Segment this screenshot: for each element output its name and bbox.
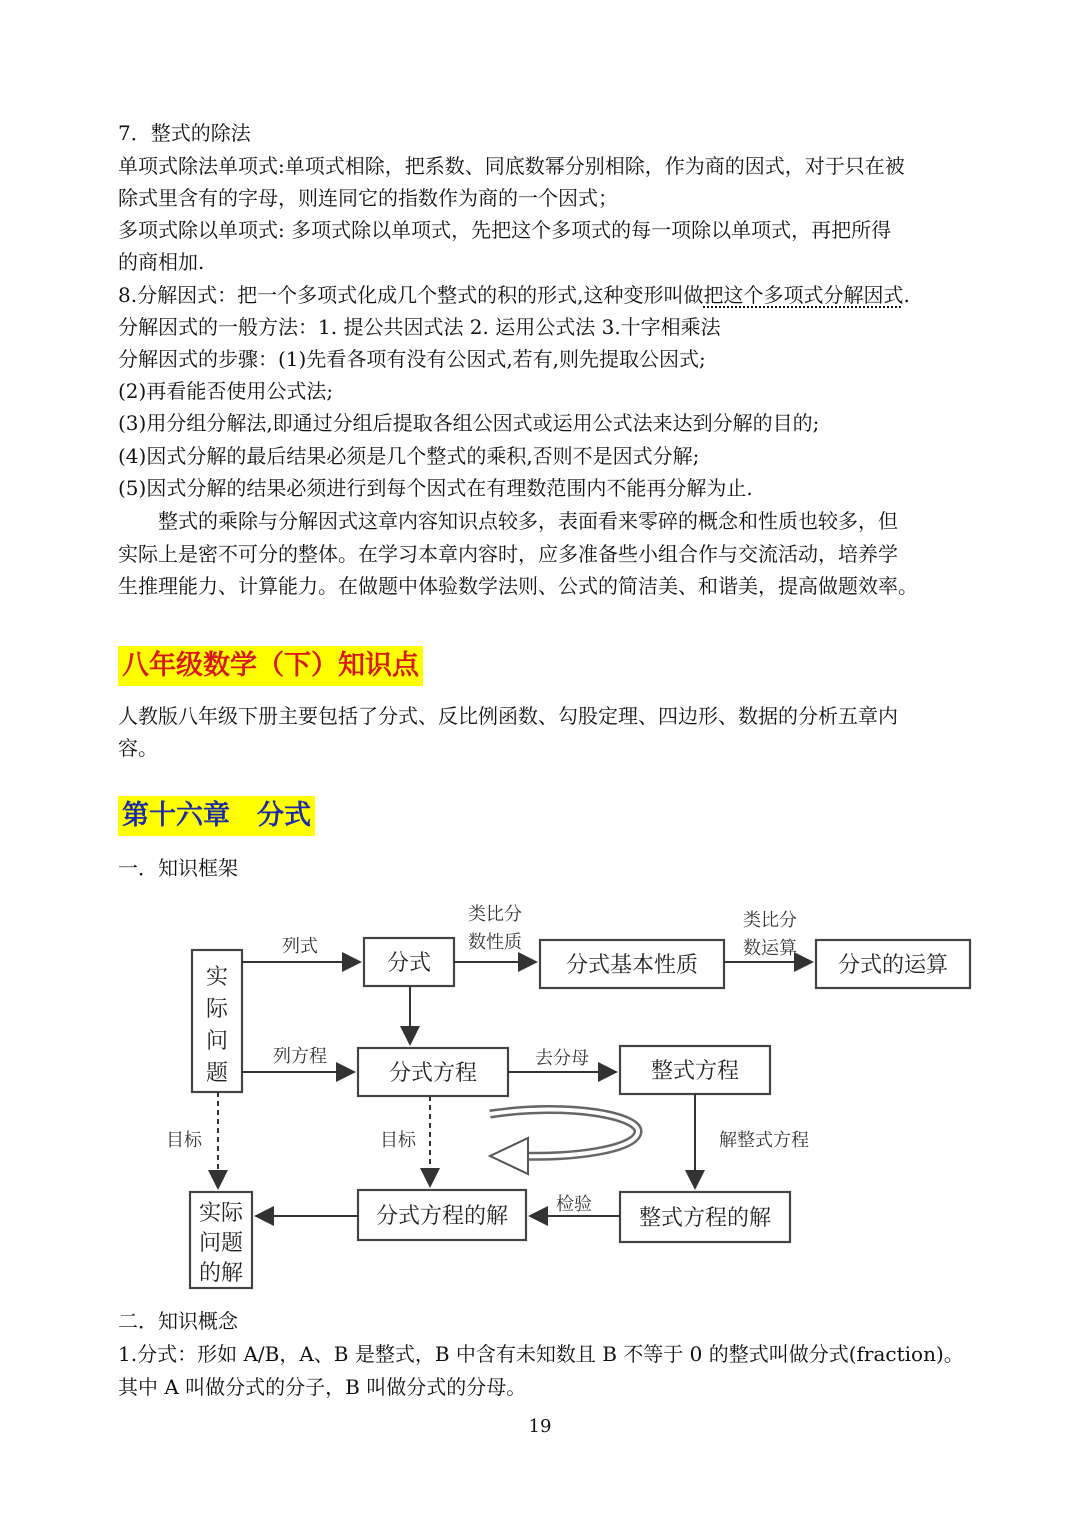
definition-underlined: 把这个多项式分解因式: [703, 283, 904, 307]
page-number: 19: [528, 1416, 552, 1437]
concept-line: 1.分式：形如 A/B，A、B 是整式，B 中含有未知数且 B 不等于 0 的整式叫做分式(fraction)。: [118, 1342, 964, 1366]
intro-line: 人教版八年级下册主要包括了分式、反比例函数、勾股定理、四边形、数据的分析五章内: [118, 704, 898, 728]
box-real-problem-char: 问: [205, 1029, 229, 1054]
definition-end: .: [903, 283, 910, 307]
box-integral-equation-label: 整式方程: [650, 1059, 740, 1084]
box-real-problem-char: 题: [205, 1061, 229, 1086]
label-remove-denominator: 去分母: [535, 1048, 589, 1069]
chapter-heading: 第十六章 分式: [118, 796, 315, 836]
framework-title: 一．知识框架: [118, 856, 238, 880]
summary-line: 生推理能力、计算能力。在做题中体验数学法则、公式的简洁美、和谐美，提高做题效率。: [118, 574, 918, 598]
box-real-solution-line: 问题: [198, 1231, 244, 1256]
concept-title: 二．知识概念: [118, 1309, 238, 1333]
box-fraction-equation-label: 分式方程: [388, 1061, 478, 1086]
section-7-line: 除式里含有的字母，则连同它的指数作为商的一个因式；: [118, 186, 618, 210]
factor-step: (2)再看能否使用公式法;: [118, 379, 334, 403]
section-7-line: 的商相加.: [118, 250, 205, 274]
label-analogy-property: 数性质: [468, 932, 522, 953]
label-solve-integral: 解整式方程: [719, 1130, 809, 1151]
label-target-left: 目标: [166, 1130, 202, 1151]
label-target-mid: 目标: [380, 1130, 416, 1151]
knowledge-framework-diagram: [150, 888, 990, 1298]
box-real-solution-line: 实际: [198, 1201, 244, 1226]
factor-step: (3)用分组分解法,即通过分组后提取各组公因式或运用公式法来达到分解的目的;: [118, 411, 820, 435]
box-basic-property-label: 分式基本性质: [565, 953, 699, 978]
section-8-definition: [118, 282, 910, 308]
box-integral-solution-label: 整式方程的解: [638, 1206, 772, 1231]
summary-line: 实际上是密不可分的整体。在学习本章内容时，应多准备些小组合作与交流活动，培养学: [118, 542, 898, 566]
grade-heading: 八年级数学（下）知识点: [118, 646, 423, 686]
definition-lead: 8.分解因式：把一个多项式化成几个整式的积的形式,这种变形叫做: [118, 283, 704, 307]
section-7-line: 多项式除以单项式: 多项式除以单项式，先把这个多项式的每一项除以单项式，再把所得: [118, 218, 892, 242]
label-analogy-operation: 类比分: [743, 910, 797, 931]
label-formulate: 列式: [282, 936, 318, 957]
label-formulate-equation: 列方程: [273, 1046, 327, 1067]
box-real-solution-line: 的解: [198, 1261, 244, 1286]
label-analogy-property: 类比分: [468, 904, 522, 925]
box-real-problem-char: 际: [205, 997, 229, 1022]
loop-arrow-icon: [490, 1109, 638, 1174]
box-operation-label: 分式的运算: [837, 953, 949, 978]
label-verify: 检验: [556, 1194, 592, 1215]
box-real-problem-char: 实: [205, 965, 229, 990]
factor-step: (4)因式分解的最后结果必须是几个整式的乘积,否则不是因式分解;: [118, 444, 700, 468]
summary-line: 整式的乘除与分解因式这章内容知识点较多，表面看来零碎的概念和性质也较多，但: [158, 509, 898, 533]
section-7-line: 单项式除法单项式:单项式相除，把系数、同底数幂分别相除，作为商的因式，对于只在被: [118, 154, 905, 178]
section-7-title: 7．整式的除法: [118, 121, 251, 145]
box-fraction-label: 分式: [386, 951, 432, 976]
concept-line: 其中 A 叫做分式的分子，B 叫做分式的分母。: [118, 1375, 527, 1399]
box-fraction-solution-label: 分式方程的解: [375, 1204, 509, 1229]
factor-methods: 分解因式的一般方法：1. 提公共因式法 2. 运用公式法 3.十字相乘法: [118, 315, 721, 339]
label-analogy-operation: 数运算: [743, 938, 797, 959]
factor-step: 分解因式的步骤：(1)先看各项有没有公因式,若有,则先提取公因式;: [118, 347, 706, 371]
factor-step: (5)因式分解的结果必须进行到每个因式在有理数范围内不能再分解为止.: [118, 476, 753, 500]
intro-line: 容。: [118, 736, 158, 760]
